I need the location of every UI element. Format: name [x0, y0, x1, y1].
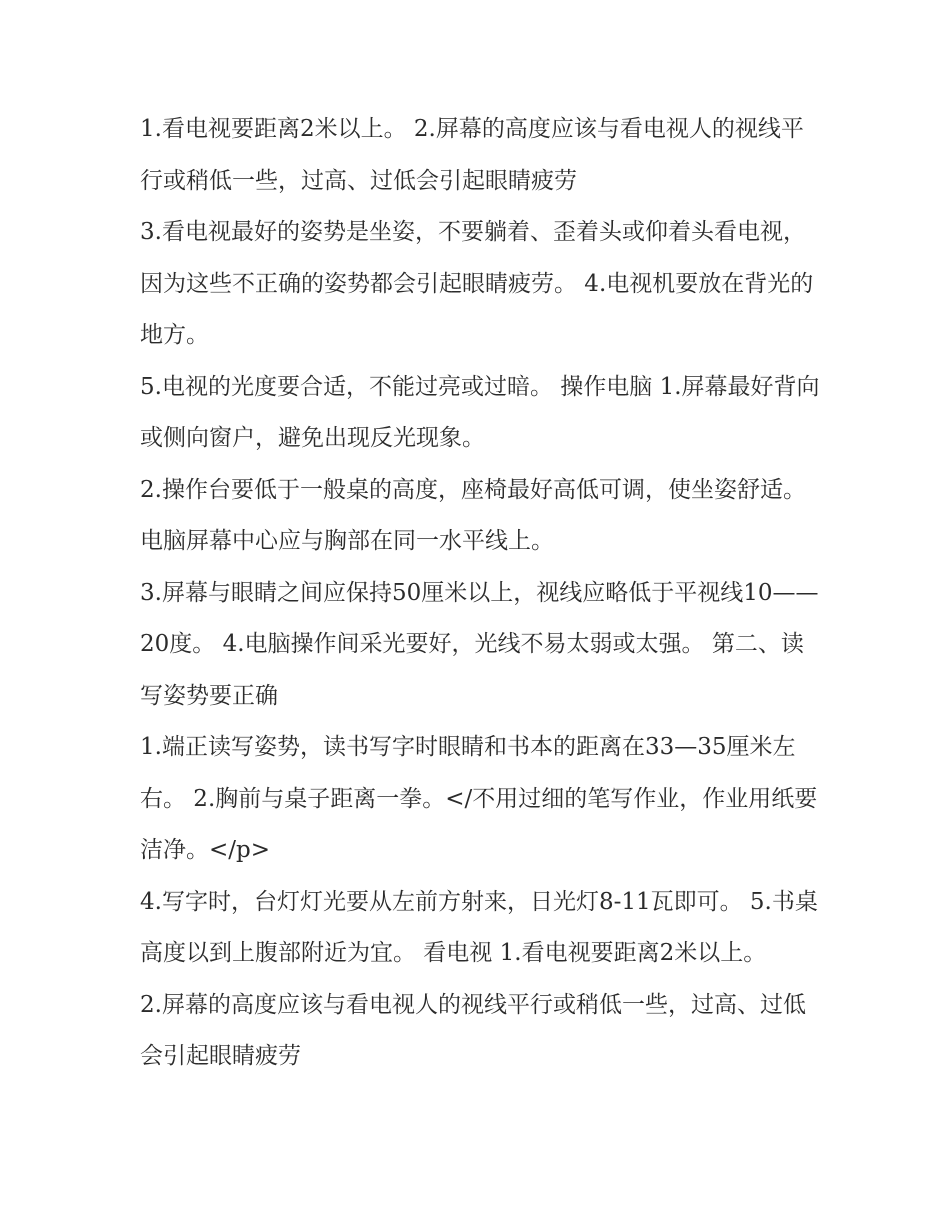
paragraph-tv-posture: 3.看电视最好的姿势是坐姿，不要躺着、歪着头或仰着头看电视，因为这些不正确的姿势都会引起眼睛疲劳。 4.电视机要放在背光的地方。	[140, 219, 814, 348]
document-body	[140, 104, 820, 1083]
paragraph-reading-posture: 1.端正读写姿势，读书写字时眼睛和书本的距离在33—35厘米左右。 2.胸前与桌子距离一拳。</不用过细的笔写作业，作业用纸要洁净。</p>	[140, 734, 818, 863]
paragraph-desk-height: 2.操作台要低于一般桌的高度，座椅最好高低可调，使坐姿舒适。电脑屏幕中心应与胸部在同一水平线上。	[140, 476, 806, 554]
paragraph-writing-light: 4.写字时，台灯灯光要从左前方射来，日光灯8-11瓦即可。 5.书桌高度以到上腹部附近为宜。 看电视 1.看电视要距离2米以上。	[140, 888, 818, 966]
paragraph-tv-brightness: 5.电视的光度要合适，不能过亮或过暗。 操作电脑 1.屏幕最好背向或侧向窗户，避免出现反光现象。	[140, 373, 820, 451]
paragraph-screen-height: 2.屏幕的高度应该与看电视人的视线平行或稍低一些，过高、过低会引起眼睛疲劳	[140, 991, 806, 1069]
paragraph-tv-distance: 1.看电视要距离2米以上。 2.屏幕的高度应该与看电视人的视线平行或稍低一些，过高、过低会引起眼睛疲劳	[140, 116, 804, 194]
paragraph-screen-distance: 3.屏幕与眼睛之间应保持50厘米以上，视线应略低于平视线10——20度。 4.电脑操作间采光要好，光线不易太弱或太强。 第二、读写姿势要正确	[140, 579, 819, 709]
